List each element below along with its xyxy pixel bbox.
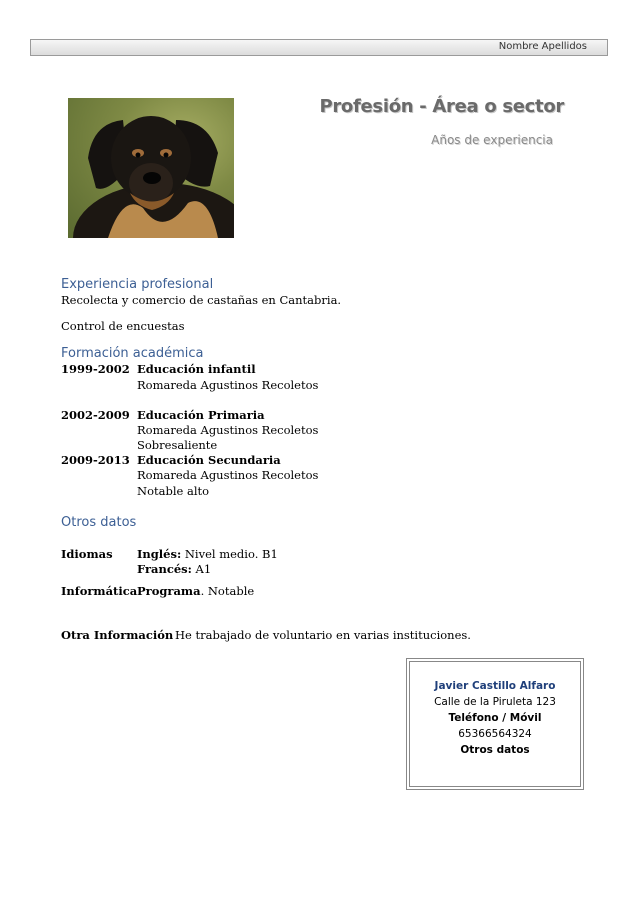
header-bar [30, 39, 608, 56]
it-skill [137, 584, 254, 599]
other-info-label: Otra Información [61, 628, 174, 642]
french-label: Francés: [137, 562, 192, 576]
contact-card [406, 658, 584, 790]
contact-address: Calle de la Piruleta 123 [434, 696, 556, 708]
language-english [137, 547, 278, 562]
education-degree: Educación infantil [137, 362, 256, 376]
experience-item: Control de encuestas [61, 319, 185, 333]
experience-item: Recolecta y comercio de castañas en Cantabria. [61, 293, 342, 307]
other-info-value: He trabajado de voluntario en varias instituciones. [175, 628, 471, 642]
education-degree: Educación Secundaria [137, 453, 281, 467]
it-value: . Notable [200, 584, 255, 598]
header-name: Nombre Apellidos [498, 41, 587, 52]
contact-phone-label: Teléfono / Móvil [448, 712, 542, 724]
education-degree: Educación Primaria [137, 408, 265, 422]
years-experience: Años de experiencia [431, 133, 553, 147]
other-heading: Otros datos [61, 515, 137, 530]
english-value: Nivel medio. B1 [181, 547, 278, 561]
profile-photo [68, 98, 234, 238]
education-grade: Notable alto [137, 484, 210, 498]
french-value: A1 [191, 562, 212, 576]
profession-title: Profesión - Área o sector [319, 96, 564, 117]
it-program: Programa [137, 584, 201, 598]
education-heading: Formación académica [61, 346, 204, 361]
contact-name: Javier Castillo Alfaro [434, 680, 556, 692]
education-school: Romareda Agustinos Recoletos [137, 423, 319, 437]
education-school: Romareda Agustinos Recoletos [137, 378, 319, 392]
education-years: 1999-2002 [61, 362, 130, 376]
education-years: 2009-2013 [61, 453, 130, 467]
education-years: 2002-2009 [61, 408, 130, 422]
languages-label: Idiomas [61, 547, 113, 561]
it-label: Informática [61, 584, 138, 598]
contact-more: Otros datos [460, 744, 530, 756]
english-label: Inglés: [137, 547, 182, 561]
contact-phone: 65366564324 [458, 728, 532, 740]
education-school: Romareda Agustinos Recoletos [137, 468, 319, 482]
experience-heading: Experiencia profesional [61, 277, 214, 292]
education-grade: Sobresaliente [137, 438, 218, 452]
language-french [137, 562, 211, 577]
